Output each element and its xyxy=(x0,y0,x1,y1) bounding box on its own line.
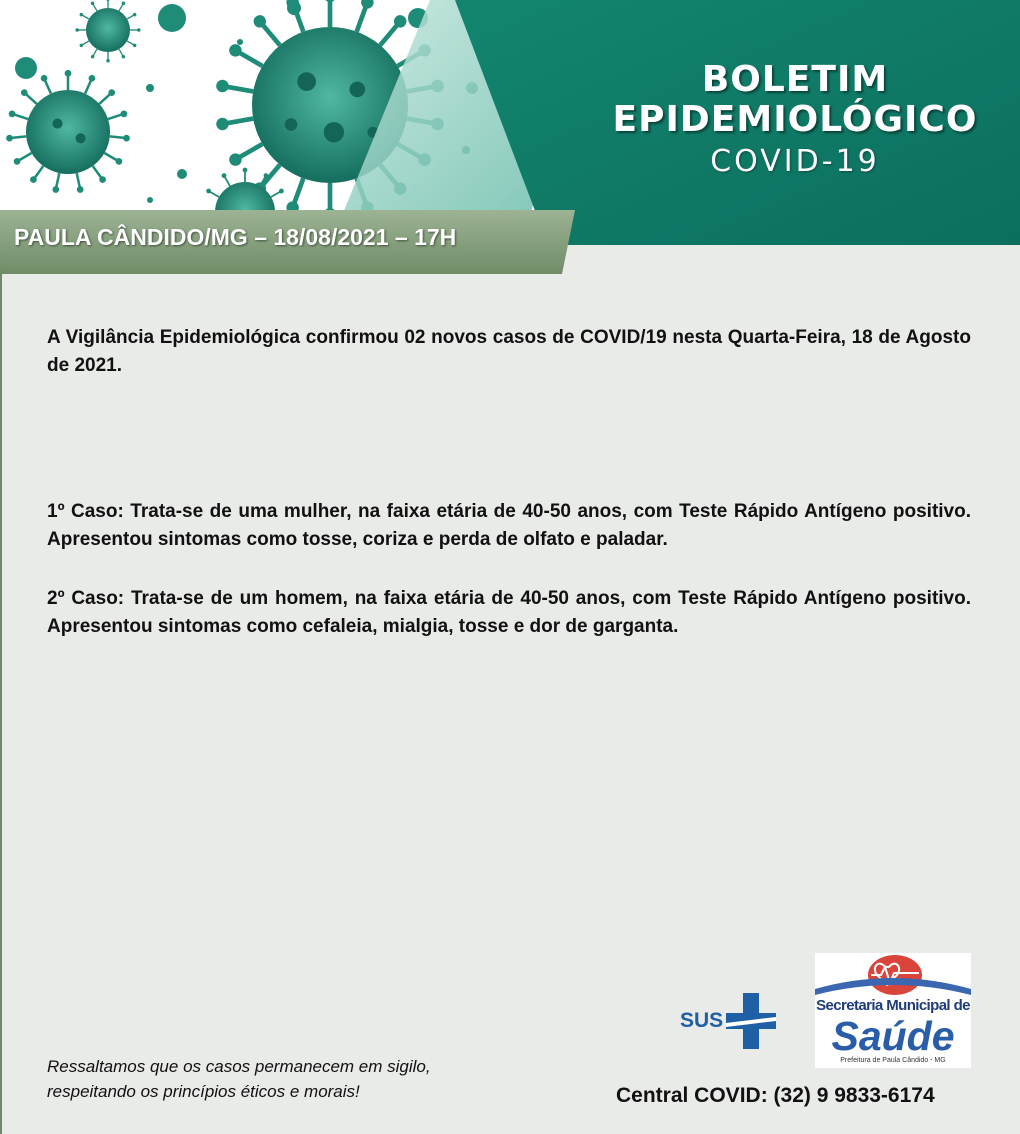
case-1-paragraph: 1º Caso: Trata-se de uma mulher, na faixa etária de 40-50 anos, com Teste Rápido Antígeno positivo. Apresentou sintomas como tosse, coriza e perda de olfato e paladar. xyxy=(47,501,971,550)
note-line-2: respeitando os princípios éticos e morais! xyxy=(47,1082,360,1101)
saude-line-2: Saúde xyxy=(831,1013,955,1059)
saude-logo xyxy=(815,953,971,1068)
title-line-2: EPIDEMIOLÓGICO xyxy=(612,99,978,140)
covid-contact: Central COVID: (32) 9 9833-6174 xyxy=(616,1084,935,1107)
saude-line-1: Secretaria Municipal de xyxy=(816,997,970,1014)
heart-icon xyxy=(815,953,971,1003)
case-2-paragraph: 2º Caso: Trata-se de um homem, na faixa etária de 40-50 anos, com Teste Rápido Antígeno positivo. Apresentou sintomas como cefaleia, mialgia, tosse e dor de garganta. xyxy=(47,588,971,637)
left-border xyxy=(0,270,2,1134)
confidentiality-note xyxy=(47,1054,517,1104)
title-subtitle: COVID-19 xyxy=(710,144,880,179)
bulletin-title xyxy=(590,60,1000,182)
sus-logo xyxy=(680,993,776,1049)
intro-paragraph: A Vigilância Epidemiológica confirmou 02 novos casos de COVID/19 nesta Quarta-Feira, 18 de Agosto de 2021. xyxy=(47,327,971,376)
sus-cross-icon xyxy=(726,993,776,1049)
sus-text: SUS xyxy=(680,1009,724,1032)
saude-line-3: Prefeitura de Paula Cândido - MG xyxy=(840,1057,946,1064)
header-banner xyxy=(0,0,1020,245)
title-line-1: BOLETIM xyxy=(701,59,889,100)
note-line-1: Ressaltamos que os casos permanecem em sigilo, xyxy=(47,1057,431,1076)
location-date: PAULA CÂNDIDO/MG – 18/08/2021 – 17H xyxy=(14,224,457,250)
